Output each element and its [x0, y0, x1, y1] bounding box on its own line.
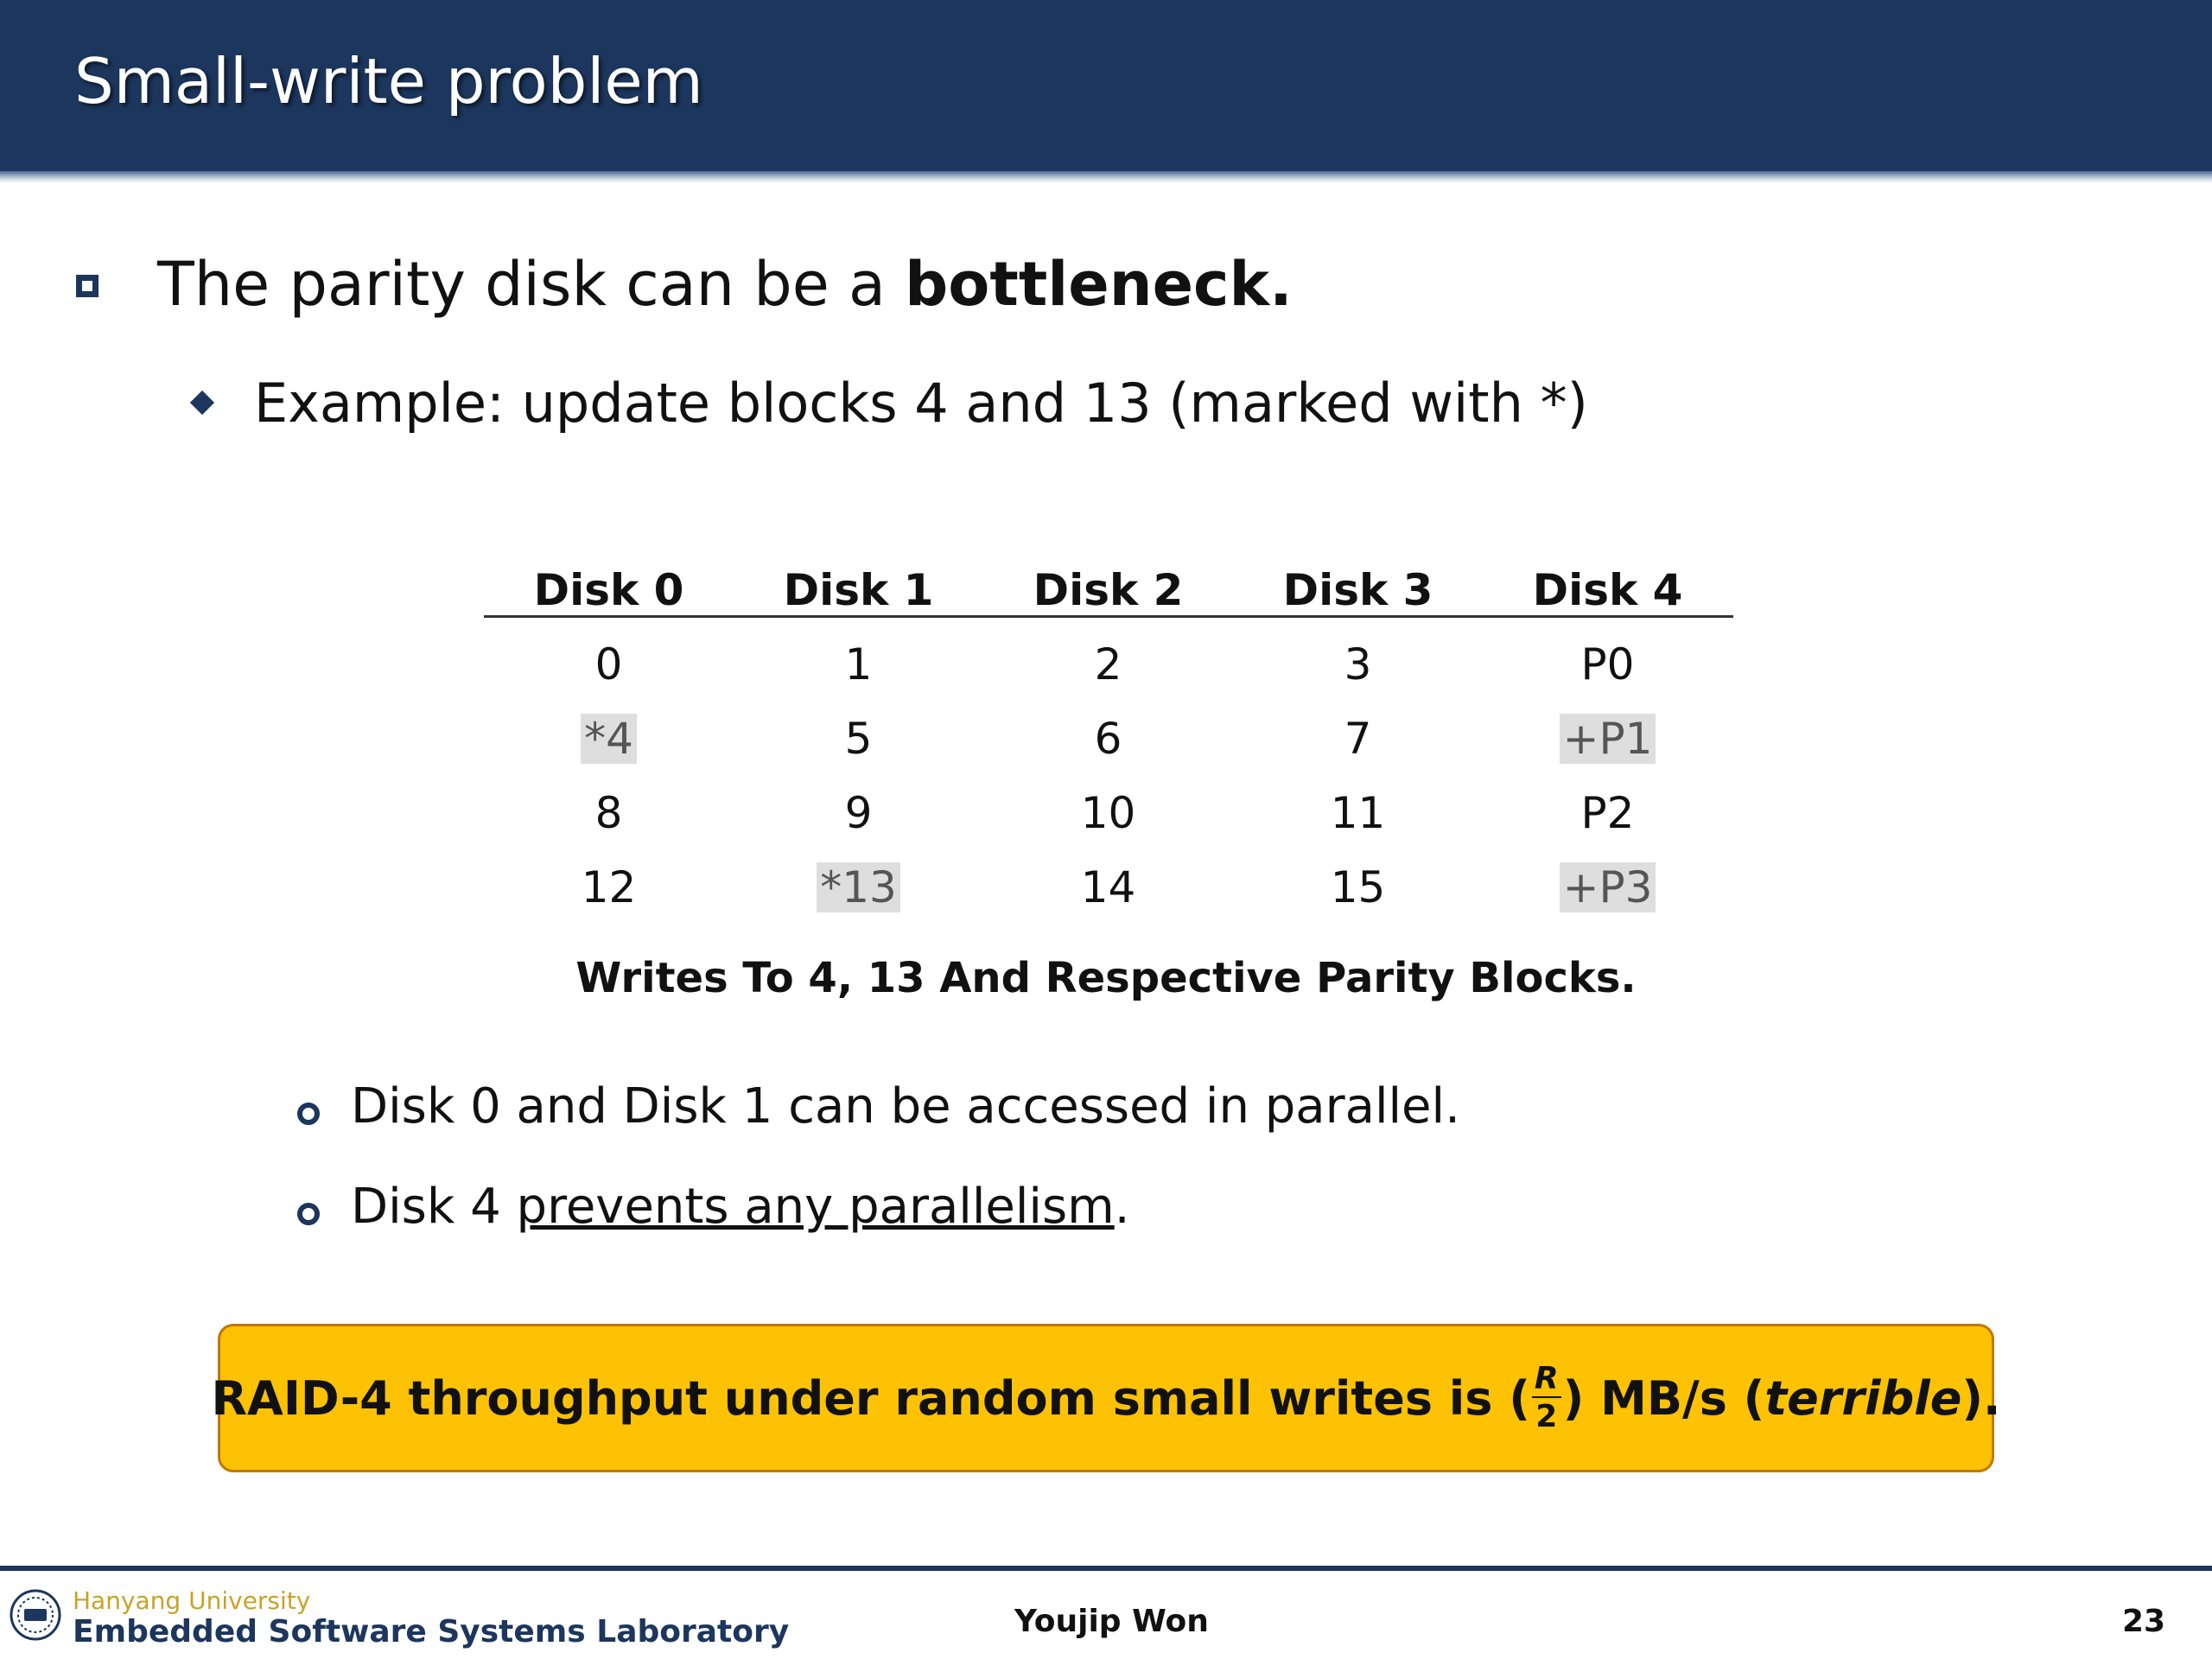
table-cell: 11 — [1330, 788, 1386, 838]
table-cell: 10 — [1080, 788, 1136, 838]
table-cell-highlighted — [484, 702, 734, 776]
lab-name: Embedded Software Systems Laboratory — [73, 1614, 790, 1649]
table-cell: 2 — [1094, 639, 1122, 690]
table-cell: P2 — [1580, 788, 1635, 838]
author-name: Youjip Won — [1014, 1604, 1209, 1639]
raid-table — [484, 553, 1733, 925]
subpoint-parallel: Disk 0 and Disk 1 can be accessed in parallel. — [351, 1078, 1460, 1135]
table-row — [484, 850, 1733, 925]
callout-italic: terrible — [1764, 1370, 1962, 1426]
underlined-phrase: prevents any parallelism — [516, 1179, 1115, 1235]
subpoint-prefix: Disk 4 — [351, 1179, 517, 1235]
title-bar-shadow — [0, 171, 2212, 183]
highlighted-parity: +P1 — [1560, 714, 1656, 764]
header-disk-0: Disk 0 — [533, 565, 684, 615]
table-header-rule — [484, 615, 1733, 618]
table-cell: 7 — [1344, 714, 1372, 764]
table-cell: 5 — [844, 714, 873, 764]
table-cell: 6 — [1094, 714, 1122, 764]
example-bullet-text: Example: update blocks 4 and 13 (marked with *) — [254, 372, 1588, 435]
slide-title: Small-write problem — [74, 45, 703, 118]
subpoint-bottleneck — [351, 1179, 1130, 1235]
university-logo-icon — [9, 1588, 62, 1642]
table-row — [484, 776, 1733, 850]
main-bullet-prefix: The parity disk can be a — [157, 249, 906, 320]
page-number: 23 — [2122, 1604, 2166, 1639]
main-bullet-text — [157, 249, 1293, 320]
table-cell-highlighted — [1483, 702, 1732, 776]
square-bullet-icon — [76, 275, 99, 297]
callout-middle: ) MB/s ( — [1562, 1370, 1765, 1426]
header-disk-3: Disk 3 — [1282, 565, 1433, 615]
footer-rule — [0, 1566, 2212, 1571]
highlighted-block: *4 — [581, 714, 637, 764]
title-bar — [0, 0, 2212, 171]
table-cell: P0 — [1580, 639, 1635, 690]
header-disk-4: Disk 4 — [1532, 565, 1683, 615]
throughput-callout — [211, 1324, 2001, 1472]
table-cell: 1 — [844, 639, 873, 690]
subpoint-suffix: . — [1114, 1179, 1130, 1235]
diamond-bullet-icon — [190, 391, 214, 415]
table-cell: 9 — [844, 788, 873, 838]
table-row — [484, 627, 1733, 702]
table-cell: 15 — [1330, 862, 1386, 912]
table-cell: 8 — [594, 788, 623, 838]
fraction-denominator: 2 — [1535, 1399, 1558, 1434]
callout-prefix: RAID-4 throughput under random small writes is ( — [211, 1370, 1530, 1426]
circle-bullet-icon — [297, 1203, 320, 1225]
header-disk-2: Disk 2 — [1033, 565, 1184, 615]
callout-text — [211, 1326, 2001, 1470]
header-disk-1: Disk 1 — [783, 565, 934, 615]
table-cell: 3 — [1344, 639, 1372, 690]
fraction — [1532, 1363, 1561, 1433]
table-row — [484, 702, 1733, 776]
highlighted-block: *13 — [817, 862, 900, 912]
callout-suffix: ). — [1961, 1370, 2001, 1426]
table-cell-highlighted — [734, 850, 983, 925]
table-caption: Writes To 4, 13 And Respective Parity Blocks. — [575, 954, 1637, 1002]
table-cell-highlighted — [1483, 850, 1732, 925]
main-bullet-bold: bottleneck. — [905, 249, 1293, 320]
fraction-numerator: R — [1532, 1363, 1561, 1398]
table-cell: 0 — [594, 639, 623, 690]
table-cell: 14 — [1080, 862, 1136, 912]
highlighted-parity: +P3 — [1560, 862, 1656, 912]
table-cell: 12 — [581, 862, 637, 912]
university-name: Hanyang University — [73, 1586, 311, 1615]
circle-bullet-icon — [297, 1103, 320, 1125]
